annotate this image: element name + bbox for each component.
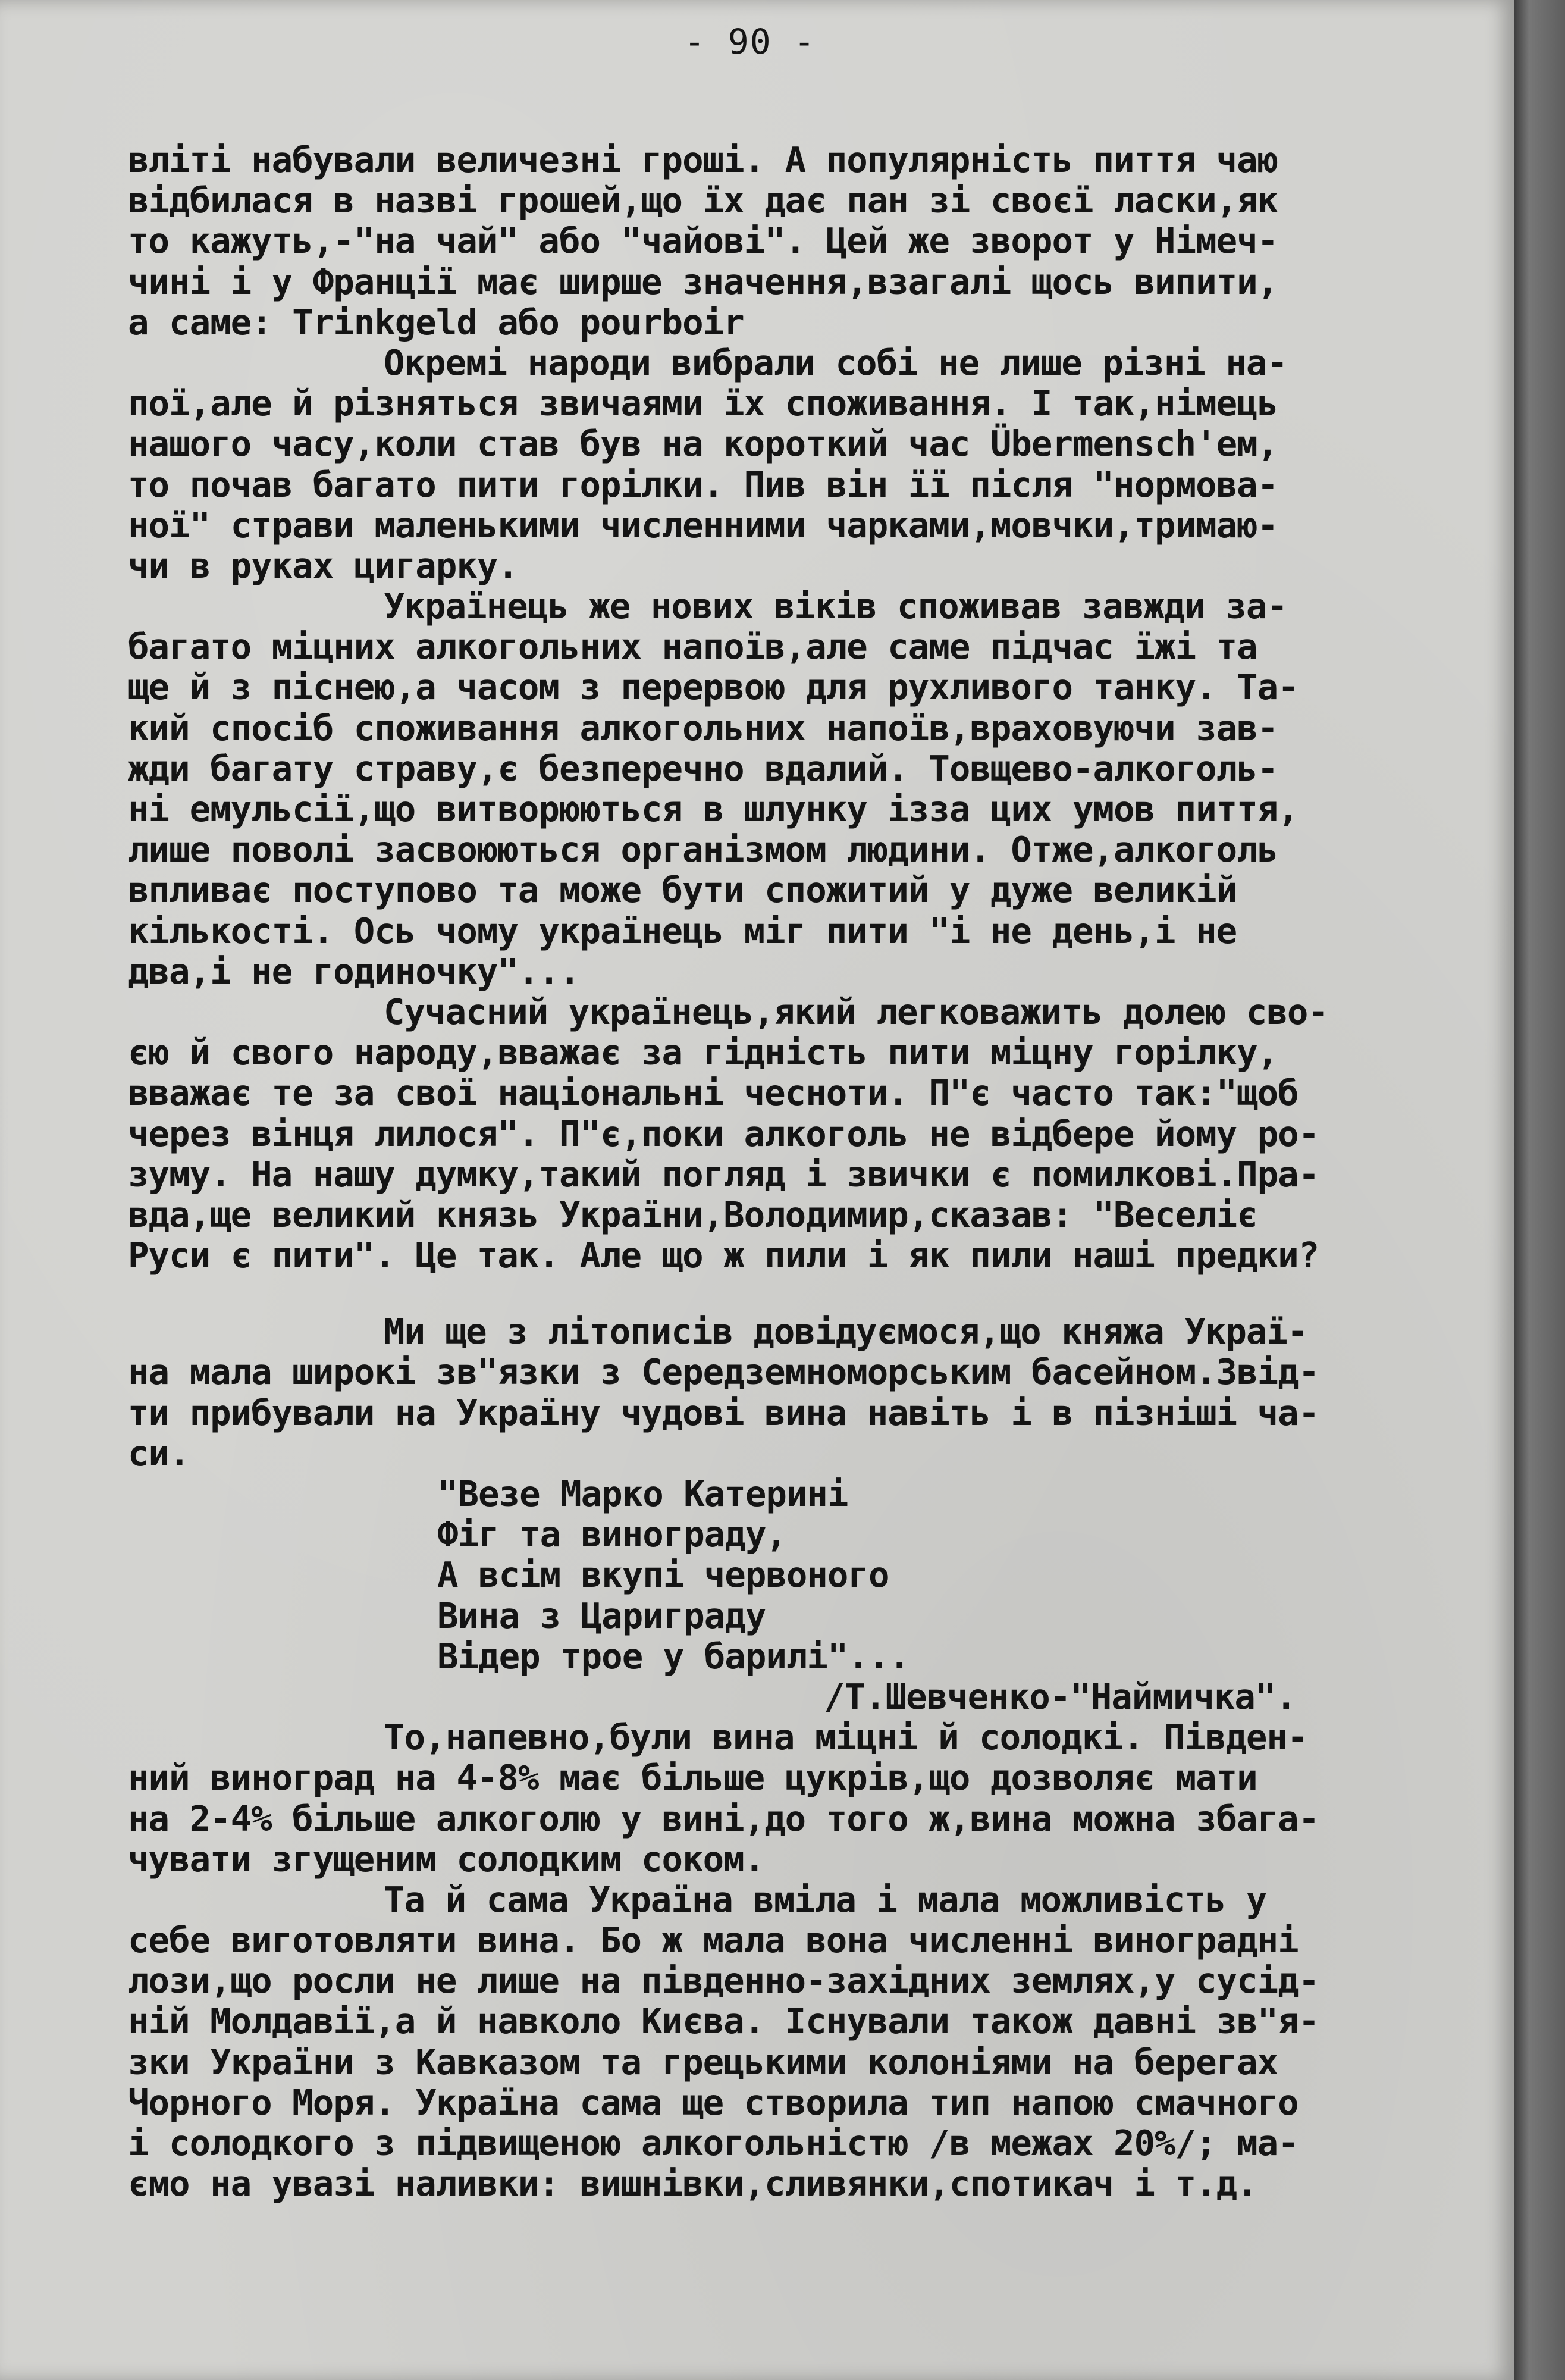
paragraph-gap	[128, 1276, 1496, 1311]
text-line: Окремі народи вибрали собі не лише різні на-	[384, 342, 1287, 383]
text-line: То,напевно,були вина міцні й солодкі. Півден-	[384, 1717, 1308, 1758]
text-line: Сучасний українець,який легковажить долею сво-	[384, 991, 1328, 1032]
text-line: два,і не годиночку"...	[128, 950, 580, 992]
text-line: зуму. На нашу думку,такий погляд і звички є помилкові.Пра-	[128, 1153, 1319, 1195]
text-line: кий спосіб споживання алкогольних напоїв,враховуючи зав-	[128, 707, 1278, 749]
text-line: ній Молдавії,а й навколо Києва. Існували також давні зв"я-	[128, 2000, 1319, 2042]
document-body	[128, 140, 1496, 2204]
text-line: то кажуть,-"на чай" або "чайові". Цей же зворот у Німеч-	[128, 220, 1278, 262]
text-line: вліті набували величезні гроші. А популярність пиття чаю	[128, 139, 1278, 180]
text-line: жди багату страву,є безперечно вдалий. Товщево-алкоголь-	[128, 747, 1278, 789]
text-line: чувати згущеним солодким соком.	[128, 1838, 765, 1880]
text-line: а саме: Trinkgeld або pourboir	[128, 301, 744, 343]
text-line: ємо на увазі наливки: вишнівки,сливянки,спотикач і т.д.	[128, 2163, 1257, 2204]
text-line: кількості. Ось чому українець міг пити "і не день,і не	[128, 910, 1237, 951]
poem-line: Фіг та винограду,	[437, 1514, 786, 1555]
text-line: Чорного Моря. Україна сама ще створила тип напою смачного	[128, 2081, 1299, 2123]
text-line: себе виготовляти вина. Бо ж мала вона численні виноградні	[128, 1919, 1299, 1961]
text-line: то почав багато пити горілки. Пив він її після "нормова-	[128, 464, 1278, 505]
text-line: ний виноград на 4-8% має більше цукрів,що дозволяє мати	[128, 1757, 1257, 1799]
text-line: ної" страви маленькими численними чарками,мовчки,тримаю-	[128, 504, 1278, 546]
text-line: ти прибували на Україну чудові вина навіть і в пізніші ча-	[128, 1392, 1319, 1433]
text-line: на 2-4% більше алкоголю у вині,до того ж,вина можна збага-	[128, 1797, 1319, 1839]
text-line: зки України з Кавказом та грецькими колоніями на берегах	[128, 2041, 1278, 2082]
text-line: си.	[128, 1432, 190, 1474]
page-edge-shadow	[1514, 0, 1565, 2380]
text-line: вважає те за свої національні чесноти. П"є часто так:"щоб	[128, 1072, 1299, 1114]
text-line: пої,але й різняться звичаями їх споживання. І так,німець	[128, 383, 1278, 424]
poem-attribution: /Т.Шевченко-"Наймичка".	[824, 1676, 1296, 1717]
text-line: лози,що росли не лише на південно-західних землях,у сусід-	[128, 1960, 1319, 2002]
poem-line: Вина з Цариграду	[437, 1595, 766, 1636]
text-line: нашого часу,коли став був на короткий час Übermensch'ем,	[128, 423, 1278, 465]
poem-line: "Везе Марко Катерині	[437, 1473, 848, 1514]
text-line: на мала широкі зв"язки з Середземноморським басейном.Звід-	[128, 1351, 1319, 1393]
text-line: єю й свого народу,вважає за гідність пити міцну горілку,	[128, 1032, 1278, 1073]
text-line: через вінця лилося". П"є,поки алкоголь не відбере йому ро-	[128, 1113, 1319, 1154]
text-line: чи в руках цигарку.	[128, 544, 518, 586]
text-line: Ми ще з літописів довідуємося,що княжа Украї-	[384, 1311, 1308, 1352]
text-line: багато міцних алкогольних напоїв,але саме підчас їжі та	[128, 626, 1257, 668]
text-line: відбилася в назві грошей,що їх дає пан зі своєї ласки,як	[128, 180, 1278, 221]
text-line: ще й з піснею,а часом з перервою для рухливого танку. Та-	[128, 666, 1299, 708]
poem-line: Відер трое у барилі"...	[437, 1635, 909, 1677]
text-line: чині і у Франції має ширше значення,взагалі щось випити,	[128, 261, 1278, 302]
text-line: Та й сама Україна вміла і мала можливість у	[384, 1878, 1267, 1920]
text-line: вда,ще великий князь України,Володимир,сказав: "Веселіє	[128, 1194, 1257, 1235]
page-number: - 90 -	[684, 21, 816, 62]
text-line: Українець же нових віків споживав завжди за-	[384, 585, 1287, 627]
text-line: лише поволі засвоюються організмом людини. Отже,алкоголь	[128, 829, 1278, 870]
text-line: впливає поступово та може бути спожитий у дуже великій	[128, 869, 1237, 911]
text-line: ні емульсії,що витворюються в шлунку ізза цих умов пиття,	[128, 788, 1299, 829]
text-line: і солодкого з підвищеною алкогольністю /в межах 20%/; ма-	[128, 2122, 1299, 2163]
poem-line: А всім вкупі червоного	[437, 1554, 889, 1596]
text-line: Руси є пити". Це так. Але що ж пили і як пили наші предки?	[128, 1235, 1319, 1276]
